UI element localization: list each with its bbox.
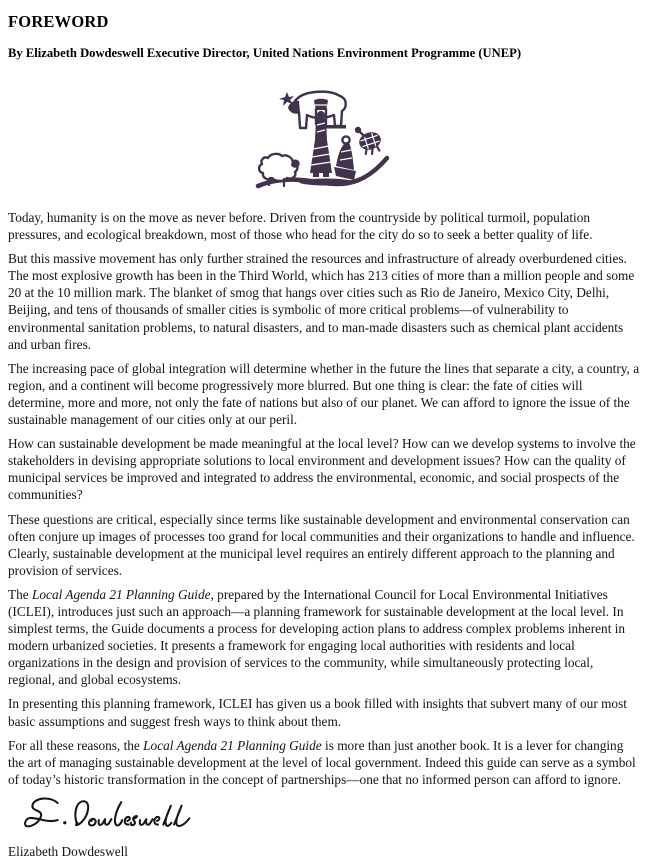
signature-icon: [10, 795, 202, 838]
paragraph: The Local Agenda 21 Planning Guide, prepared by the International Council for Local Environmental Initiatives (ICLEI), introduces just such an approach—a planning framework for sustainable development at the local level. In simplest terms, the Guide documents a process for developing action plans to address complex problems inherent in modern urbanized societies. It presents a framework for engaging local authorities with residents and local organizations in the design and provision of services to the community, while simultaneously protecting local, regional, and global ecosystems.: [8, 586, 626, 688]
paragraph: Today, humanity is on the move as never before. Driven from the countryside by political turmoil, population pressures, and ecological breakdown, most of those who head for the city do so to seek a better quality of life.: [8, 210, 593, 243]
body-text: [8, 209, 640, 788]
signature-handwriting: [10, 795, 202, 838]
woodcut-woman-livestock-icon: [254, 88, 394, 194]
paragraph: For all these reasons, the Local Agenda 21 Planning Guide is more than just another book. It is a lever for changing the art of managing sustainable development at the level of local government. Indeed this guide can serve as a symbol of today’s historic transformation in the concept of partnerships—one that no informed person can afford to ignore.: [8, 737, 636, 787]
page-title: FOREWORD: [8, 12, 109, 31]
paragraph: In presenting this planning framework, ICLEI has given us a book filled with insights that subvert many of our most basic assumptions and suggest fresh ways to think about them.: [8, 696, 627, 729]
byline: By Elizabeth Dowdeswell Executive Director, United Nations Environment Programme (UNEP): [8, 46, 522, 60]
paragraph: The increasing pace of global integration will determine whether in the future the lines that separate a city, a country, a region, and a continent will become progressively more blurred. But one thing is clear: the fate of cities will determine, more and more, not only the fate of nations but also of our planet. We can afford to ignore the issue of the sustainable management of our cities only at our peril.: [8, 360, 640, 428]
paragraph: How can sustainable development be made meaningful at the local level? How can we develop systems to involve the stakeholders in devising appropriate solutions to local environment and development issues? How can the quality of municipal services be improved and integrated to address the environmental, economic, and social prospects of the communities?: [8, 436, 636, 503]
woodcut-illustration: [254, 88, 394, 194]
paragraph: These questions are critical, especially since terms like sustainable development and environmental conservation can often conjure up images of processes too grand for local communities and their organizations to handle and influence. Clearly, sustainable development at the municipal level requires an entirely different approach to the planning and provision of services.: [8, 511, 635, 578]
paragraph: But this massive movement has only further strained the resources and infrastructure of already overburdened cities. The most explosive growth has been in the Third World, which has 213 cities of more than a million people and some 20 at the 10 million mark. The blanket of smog that hangs over cities such as Rio de Janeiro, Mexico City, Delhi, Beijing, and tens of thousands of smaller cities is symbolic of more critical problems—of vulnerability to environmental sanitation problems, to natural disasters, and to man-made disasters such as chemical plant accidents and urban fires.: [8, 251, 635, 352]
signatory-name: Elizabeth Dowdeswell: [8, 843, 129, 859]
